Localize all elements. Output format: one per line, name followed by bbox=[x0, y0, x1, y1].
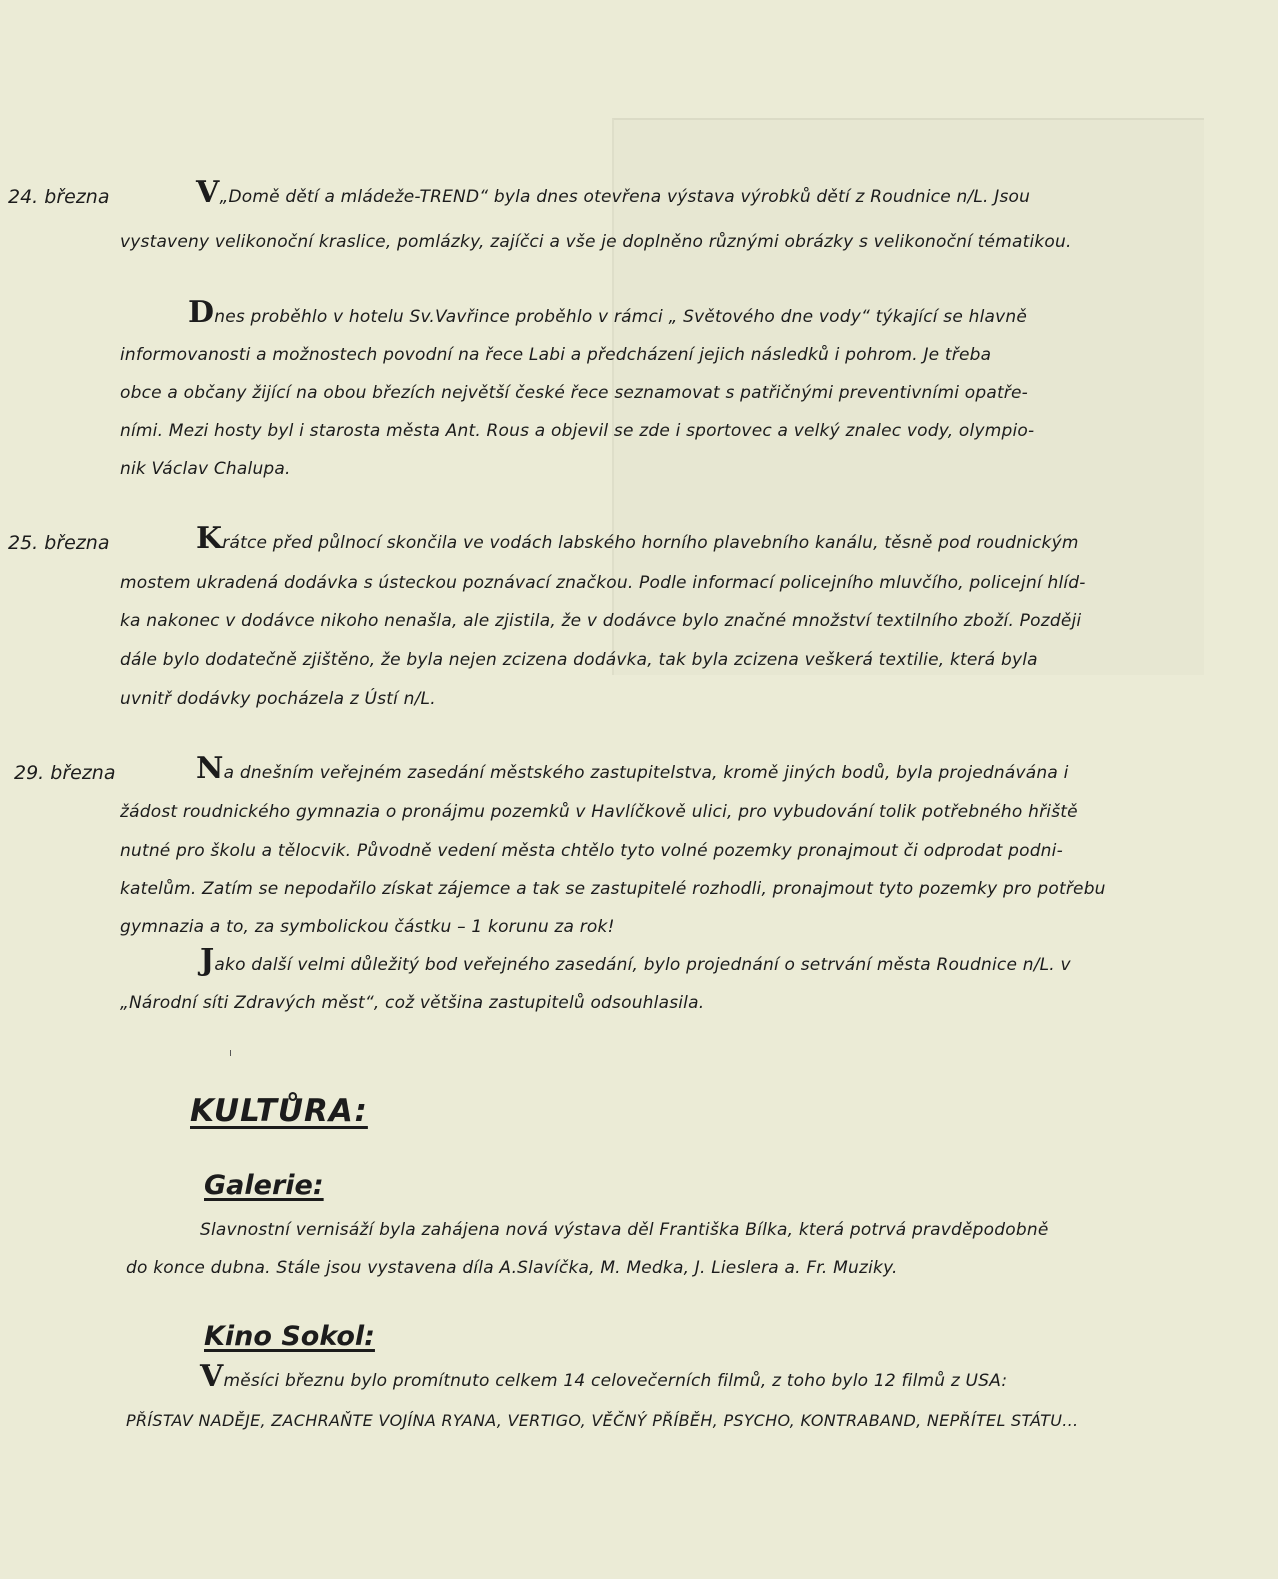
entry-line: informovanosti a možnostech povodní na řece Labi a předcházení jejich následků i pohrom. Je třeba bbox=[120, 345, 992, 365]
entry-date: 25. března bbox=[8, 532, 110, 554]
entry-date: 29. března bbox=[14, 762, 116, 784]
entry-line-text: nes proběhlo v hotelu Sv.Vavřince proběhlo v rámci „ Světového dne vody“ týkající se hlavně bbox=[214, 307, 1028, 327]
entry-line: vystaveny velikonoční kraslice, pomlázky, zajíčci a vše je doplněno různými obrázky s velikonoční tématikou. bbox=[120, 232, 1072, 252]
cinema-line-text: měsíci březnu bylo promítnuto celkem 14 celovečerních filmů, z toho bylo 12 filmů z USA: bbox=[223, 1371, 1008, 1391]
entry-line: obce a občany žijící na obou březích největší české řece seznamovat s patřičnými preventivními opatře- bbox=[120, 383, 1028, 403]
cinema-line bbox=[200, 1359, 1200, 1396]
initial-letter: V bbox=[196, 175, 220, 210]
entry-line: nik Václav Chalupa. bbox=[120, 459, 291, 479]
entry-line-text: „Domě dětí a mládeže-TREND“ byla dnes otevřena výstava výrobků dětí z Roudnice n/L. Jsou bbox=[219, 187, 1031, 207]
section-heading-culture: KULTŮRA: bbox=[190, 1093, 368, 1129]
initial-letter: N bbox=[196, 751, 224, 786]
entry-line: „Národní síti Zdravých měst“, což většina zastupitelů odsouhlasila. bbox=[120, 993, 705, 1013]
initial-letter: V bbox=[200, 1359, 224, 1394]
entry-line-text: a dnešním veřejném zasedání městského zastupitelstva, kromě jiných bodů, byla projednávána i bbox=[223, 763, 1069, 783]
entry-line: mostem ukradená dodávka s ústeckou poznávací značkou. Podle informací policejního mluvčího, policejní hlíd- bbox=[120, 573, 1086, 593]
gallery-line: Slavnostní vernisáží byla zahájena nová výstava děl Františka Bílka, která potrvá pravděpodobně bbox=[200, 1220, 1049, 1240]
initial-letter: J bbox=[200, 943, 215, 978]
entry-line: nutné pro školu a tělocvik. Původně vedení města chtělo tyto volné pozemky pronajmout či odprodat podni- bbox=[120, 841, 1063, 861]
entry-line-text: rátce před půlnocí skončila ve vodách labského horního plavebního kanálu, těsně pod roudnickým bbox=[222, 533, 1079, 553]
entry-line: uvnitř dodávky pocházela z Ústí n/L. bbox=[120, 689, 436, 709]
entry-line-text: ako další velmi důležitý bod veřejného zasedání, bylo projednání o setrvání města Roudnice n/L. v bbox=[214, 955, 1071, 975]
cinema-film-list: PŘÍSTAV NADĚJE, ZACHRAŇTE VOJÍNA RYANA, VERTIGO, VĚČNÝ PŘÍBĚH, PSYCHO, KONTRABAND, NEPŘÍTEL STÁTU... bbox=[126, 1411, 1079, 1430]
entry-line bbox=[196, 521, 1196, 558]
entry-line: gymnazia a to, za symbolickou částku – 1 korunu za rok! bbox=[120, 917, 615, 937]
entry-line bbox=[188, 295, 1188, 332]
entry-line: katelům. Zatím se nepodařilo získat zájemce a tak se zastupitelé rozhodli, pronajmout tyto pozemky pro potřebu bbox=[120, 879, 1106, 899]
subheading-cinema: Kino Sokol: bbox=[204, 1321, 375, 1352]
entry-date: 24. března bbox=[8, 186, 110, 208]
entry-line: dále bylo dodatečně zjištěno, že byla nejen zcizena dodávka, tak byla zcizena veškerá textilie, která byla bbox=[120, 650, 1038, 670]
subheading-gallery: Galerie: bbox=[204, 1170, 324, 1201]
entry-line bbox=[196, 751, 1196, 788]
initial-letter: D bbox=[188, 295, 215, 330]
entry-line: ka nakonec v dodávce nikoho nenašla, ale zjistila, že v dodávce bylo značné množství textilního zboží. Později bbox=[120, 611, 1082, 631]
entry-line: žádost roudnického gymnazia o pronájmu pozemků v Havlíčkově ulici, pro vybudování tolik potřebného hřiště bbox=[120, 802, 1078, 822]
entry-line bbox=[196, 175, 1186, 212]
stray-mark bbox=[230, 1050, 231, 1056]
entry-line bbox=[200, 943, 1190, 980]
initial-letter: K bbox=[196, 521, 223, 556]
gallery-line: do konce dubna. Stále jsou vystavena díla A.Slavíčka, M. Medka, J. Lieslera a. Fr. Muziky. bbox=[126, 1258, 898, 1278]
entry-line: ními. Mezi hosty byl i starosta města Ant. Rous a objevil se zde i sportovec a velký znalec vody, olympio- bbox=[120, 421, 1035, 441]
